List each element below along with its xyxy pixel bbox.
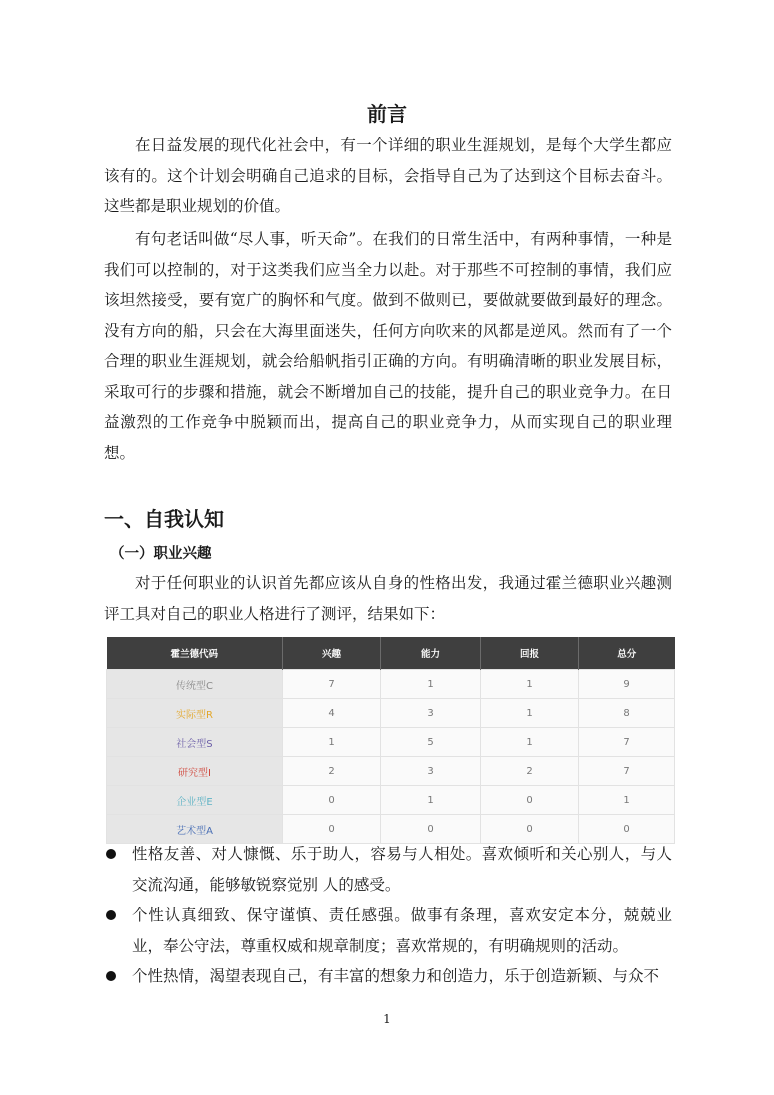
bullet-icon: [106, 849, 116, 859]
table-header-row: [107, 637, 675, 670]
header-ability: 能力: [381, 637, 481, 670]
table-cell: 1: [481, 670, 579, 699]
bullet-text: 个性认真细致、保守谨慎、责任感强。做事有条理，喜欢安定本分，兢兢业业，奉公守法，尊重权威和规章制度；喜欢常规的，有明确规则的活动。: [132, 906, 672, 955]
table-cell: 3: [381, 699, 481, 728]
subsection-heading: （一）职业兴趣: [110, 546, 212, 562]
page-number: 1: [383, 1012, 391, 1026]
table-cell: 1: [283, 728, 381, 757]
table-cell: 0: [381, 815, 481, 844]
table-cell: 7: [579, 728, 675, 757]
header-reward: 回报: [481, 637, 579, 670]
table-cell: 3: [381, 757, 481, 786]
section-intro-paragraph: 对于任何职业的认识首先都应该从自身的性格出发，我通过霍兰德职业兴趣测评工具对自己的职业人格进行了测评，结果如下：: [104, 574, 672, 623]
table-cell: 1: [579, 786, 675, 815]
table-cell-type: 企业型E: [107, 786, 283, 815]
table-cell: 0: [283, 815, 381, 844]
table-cell-type: 社会型S: [107, 728, 283, 757]
table-cell-type: 传统型C: [107, 670, 283, 699]
table-cell-type: 研究型I: [107, 757, 283, 786]
preface-paragraph-2: 有句老话叫做“尽人事，听天命”。在我们的日常生活中，有两种事情，一种是我们可以控制的，对于这类我们应当全力以赴。对于那些不可控制的事情，我们应该坦然接受，要有宽广的胸怀和气度。做到不做则已，要做就要做到最好的理念。没有方向的船，只会在大海里面迷失，任何方向吹来的风都是逆风。然而有了一个合理的职业生涯规划，就会给船帆指引正确的方向。有明确清晰的职业发展目标，采取可行的步骤和措施，就会不断增加自己的技能，提升自己的职业竞争力。在日益激烈的工作竞争中脱颖而出，提高自己的职业竞争力，从而实现自己的职业理想。: [104, 230, 672, 462]
table-cell: 1: [481, 699, 579, 728]
table-cell: 2: [283, 757, 381, 786]
list-item: [104, 961, 672, 992]
preface-paragraph-1: 在日益发展的现代化社会中，有一个详细的职业生涯规划，是每个大学生都应该有的。这个计划会明确自己追求的目标，会指导自己为了达到这个目标去奋斗。这些都是职业规划的价值。: [104, 136, 672, 215]
table-cell: 4: [283, 699, 381, 728]
table-cell: 7: [579, 757, 675, 786]
table-cell-type: 艺术型A: [107, 815, 283, 844]
table-row: [107, 670, 675, 699]
table-cell: 0: [481, 786, 579, 815]
bullet-icon: [106, 910, 116, 920]
bullet-icon: [106, 971, 116, 981]
table-cell: 1: [481, 728, 579, 757]
table-row: [107, 728, 675, 757]
table-cell: 2: [481, 757, 579, 786]
table-cell: 5: [381, 728, 481, 757]
header-interest: 兴趣: [283, 637, 381, 670]
table-row: [107, 786, 675, 815]
page-title: 前言: [367, 102, 407, 126]
table-row: [107, 699, 675, 728]
table-cell: 9: [579, 670, 675, 699]
table-cell: 1: [381, 786, 481, 815]
table-cell: 0: [579, 815, 675, 844]
list-item: [104, 839, 672, 900]
bullet-text: 个性热情，渴望表现自己，有丰富的想象力和创造力，乐于创造新颖、与众不: [132, 967, 660, 985]
table-row: [107, 757, 675, 786]
bullet-text: 性格友善、对人慷慨、乐于助人，容易与人相处。喜欢倾听和关心别人，与人交流沟通，能够敏锐察觉别 人的感受。: [132, 845, 672, 894]
table-cell: 8: [579, 699, 675, 728]
trait-bullet-list: [104, 839, 672, 992]
section-heading: 一、自我认知: [104, 507, 224, 531]
table-cell: 1: [381, 670, 481, 699]
table-cell: 7: [283, 670, 381, 699]
list-item: [104, 900, 672, 961]
holland-code-table: [106, 637, 675, 844]
table-cell: 0: [283, 786, 381, 815]
header-code: 霍兰德代码: [107, 637, 283, 670]
table-cell-type: 实际型R: [107, 699, 283, 728]
header-total: 总分: [579, 637, 675, 670]
table-cell: 0: [481, 815, 579, 844]
